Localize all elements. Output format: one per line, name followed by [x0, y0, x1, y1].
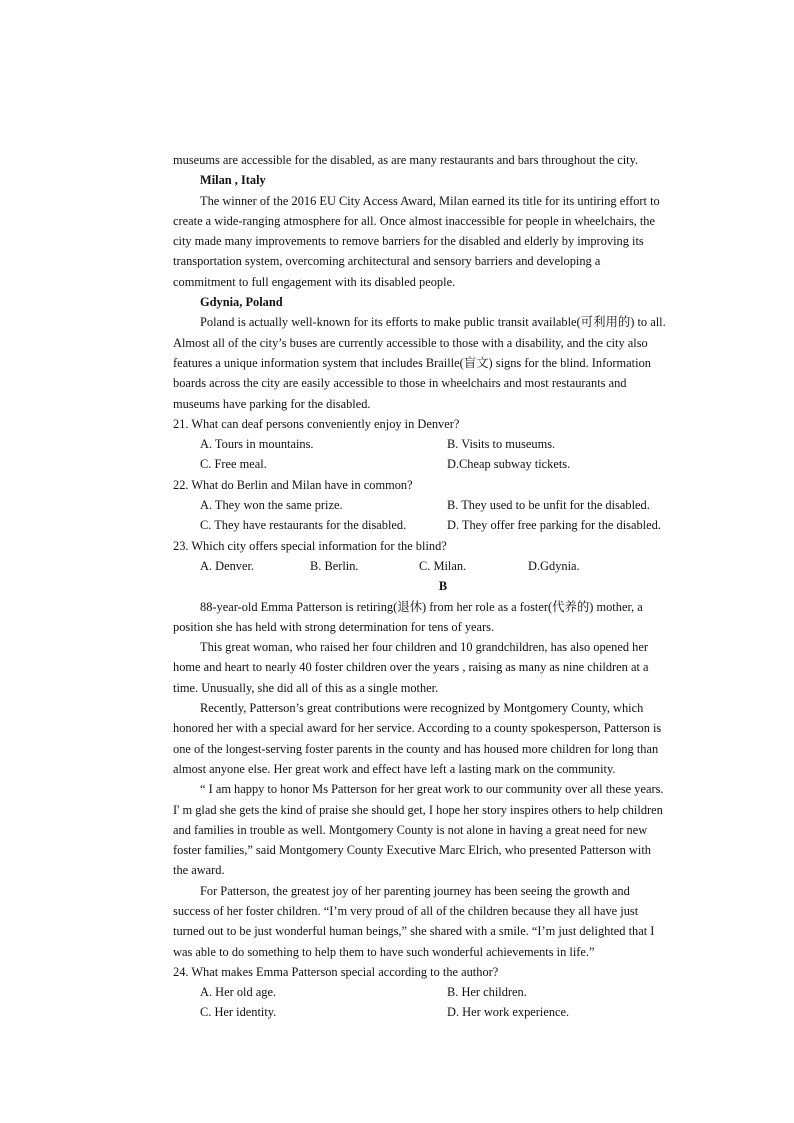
exam-page [173, 150, 725, 1023]
question-21-options-row-1 [173, 434, 725, 454]
question-23-options [173, 556, 725, 576]
passage-line: success of her foster children. “I’m very proud of all of the children because they all have just [173, 903, 639, 918]
question-21-stem: 21. What can deaf persons conveniently enjoy in Denver? [173, 416, 460, 431]
passage-line: time. Unusually, she did all of this as a single mother. [173, 680, 439, 695]
passage-line: 88-year-old Emma Patterson is retiring(退休) from her role as a foster(代养的) mother, a [200, 599, 643, 614]
passage-line: commitment to full engagement with its disabled people. [173, 274, 456, 289]
option-b: B. Berlin. [310, 558, 359, 573]
question-24-stem: 24. What makes Emma Patterson special according to the author? [173, 964, 499, 979]
passage-line: almost anyone else. Her great work and effect have left a lasting mark on the community. [173, 761, 616, 776]
passage-line: home and heart to nearly 40 foster children over the years , raising as many as nine children at a [173, 660, 649, 675]
passage-line: honored her with a special award for her service. According to a county spokesperson, Patterson is [173, 721, 662, 736]
passage-line: The winner of the 2016 EU City Access Award, Milan earned its title for its untiring effort to [200, 193, 660, 208]
option-a: A. Denver. [200, 558, 255, 573]
question-22-options-row-2 [173, 515, 725, 535]
option-b: B. Her children. [447, 985, 527, 1000]
passage-line: Poland is actually well-known for its efforts to make public transit available(可利用的) to all. [200, 315, 666, 330]
passage-line: Recently, Patterson’s great contributions were recognized by Montgomery County, which [200, 701, 644, 716]
option-a: A. Her old age. [200, 985, 277, 1000]
passage-line: one of the longest-serving foster parents in the county and has housed more children for long than [173, 741, 659, 756]
option-b: B. They used to be unfit for the disabled. [447, 498, 650, 513]
option-d: D. They offer free parking for the disabled. [447, 518, 661, 533]
passage-line: Almost all of the city’s buses are currently accessible to those with a disability, and the city also [173, 335, 648, 350]
question-24-options-row-1 [173, 982, 725, 1002]
question-21-options-row-2 [173, 454, 725, 474]
passage-line: foster families,” said Montgomery County Executive Marc Elrich, who presented Patterson with [173, 843, 651, 858]
option-c: C. They have restaurants for the disabled. [200, 518, 407, 533]
option-b: B. Visits to museums. [447, 437, 556, 452]
question-22-options-row-1 [173, 495, 725, 515]
option-c: C. Milan. [419, 558, 467, 573]
option-a: A. They won the same prize. [200, 498, 343, 513]
passage-line: turned out to be just wonderful human beings,” she shared with a smile. “I’m just delighted that I [173, 924, 655, 939]
passage-line: position she has held with strong determination for tens of years. [173, 619, 495, 634]
passage-line: museums are accessible for the disabled, as are many restaurants and bars throughout the city. [173, 153, 639, 167]
passage-line: This great woman, who raised her four children and 10 grandchildren, has also opened her [200, 640, 648, 655]
option-a: A. Tours in mountains. [200, 437, 314, 452]
passage-line: For Patterson, the greatest joy of her parenting journey has been seeing the growth and [200, 883, 630, 898]
option-c: C. Her identity. [200, 1005, 277, 1020]
passage-line: “ I am happy to honor Ms Patterson for her great work to our community over all these years. [200, 782, 664, 797]
question-23-stem: 23. Which city offers special information for the blind? [173, 538, 447, 553]
passage-line: city made many improvements to remove barriers for the disabled and elderly by improving its [173, 234, 644, 249]
passage-line: I' m glad she gets the kind of praise she should get, I hope her story inspires others to help children [173, 802, 663, 817]
passage-line: and families in trouble as well. Montgomery County is not alone in having a great need for new [173, 822, 648, 837]
passage-line: transportation system, overcoming architectural and sensory barriers and developing a [173, 254, 601, 269]
option-c: C. Free meal. [200, 457, 267, 472]
option-d: D.Gdynia. [528, 558, 580, 573]
passage-line: the award. [173, 863, 225, 878]
passage-line: features a unique information system that includes Braille(盲文) signs for the blind. Information [173, 355, 651, 370]
section-heading-gdynia: Gdynia, Poland [200, 295, 283, 310]
passage-line: was able to do something to help them to have such wonderful achievements in life.” [173, 944, 595, 959]
passage-line: museums have parking for the disabled. [173, 396, 371, 411]
question-24-options-row-2 [173, 1002, 725, 1022]
section-b-heading: B [438, 579, 448, 594]
passage-line: create a wide-ranging atmosphere for all. Once almost inaccessible for people in wheelchairs, the [173, 213, 656, 228]
section-heading-milan: Milan , Italy [200, 173, 266, 188]
question-22-stem: 22. What do Berlin and Milan have in common? [173, 477, 413, 492]
passage-line: boards across the city are easily accessible to those in wheelchairs and most restaurants and [173, 376, 627, 391]
option-d: D.Cheap subway tickets. [447, 457, 571, 472]
option-d: D. Her work experience. [447, 1005, 570, 1020]
